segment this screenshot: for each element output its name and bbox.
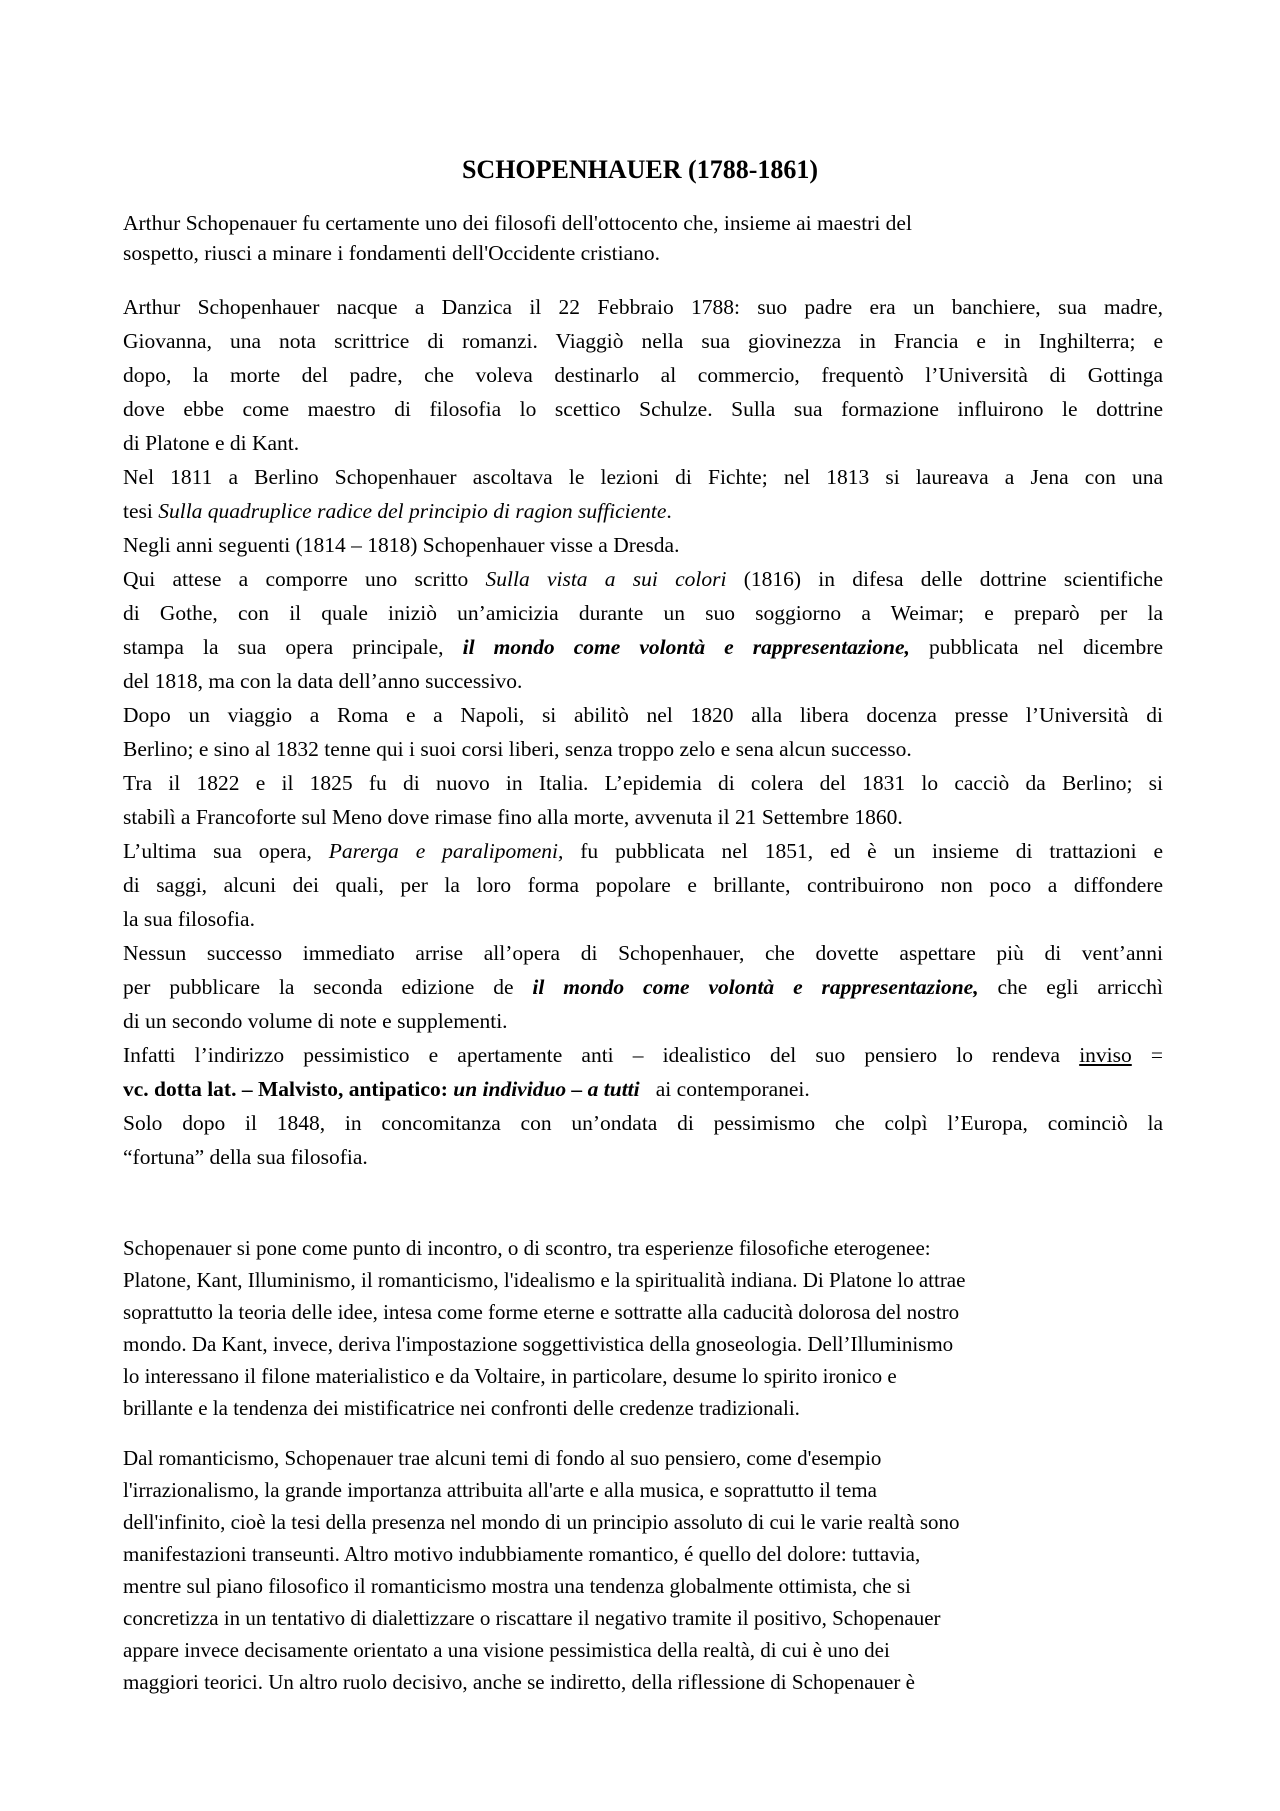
text-line bbox=[123, 494, 1163, 528]
text-line: appare invece decisamente orientato a una visione pessimistica della realtà, di cui è uno dei bbox=[123, 1638, 890, 1662]
text-line: “fortuna” della sua filosofia. bbox=[123, 1145, 368, 1169]
text-line bbox=[123, 970, 1163, 1004]
text-run: (1816) in difesa delle dottrine scientifiche bbox=[726, 567, 1164, 591]
text-line: Schopenauer si pone come punto di incontro, o di scontro, tra esperienze filosofiche eterogenee: bbox=[123, 1236, 931, 1260]
text-line: concretizza in un tentativo di dialettizzare o riscattare il negativo tramite il positivo, Schopenauer bbox=[123, 1606, 941, 1630]
text-run: Infatti l’indirizzo pessimistico e apertamente anti – idealistico del suo pensiero lo rendeva bbox=[123, 1043, 1080, 1067]
intro-paragraph bbox=[123, 208, 1163, 268]
text-line: mondo. Da Kant, invece, deriva l'impostazione soggettivistica della gnoseologia. Dell’Illuminismo bbox=[123, 1332, 954, 1356]
text-line: Nel 1811 a Berlino Schopenhauer ascoltava le lezioni di Fichte; nel 1813 si laureava a Jena con una bbox=[123, 465, 1163, 489]
text-line: di Gothe, con il quale iniziò un’amicizia durante un suo soggiorno a Weimar; e preparò per la bbox=[123, 601, 1163, 625]
text-line: Nessun successo immediato arrise all’opera di Schopenhauer, che dovette aspettare più di vent’anni bbox=[123, 941, 1163, 965]
definition-example: un individuo – a tutti bbox=[453, 1077, 640, 1101]
text-line: Berlino; e sino al 1832 tenne qui i suoi corsi liberi, senza troppo zelo e sena alcun successo. bbox=[123, 737, 912, 761]
text-line: sospetto, riusci a minare i fondamenti dell'Occidente cristiano. bbox=[123, 241, 661, 265]
text-line: maggiori teorici. Un altro ruolo decisivo, anche se indiretto, della riflessione di Schopenauer è bbox=[123, 1670, 915, 1694]
work-title-parerga: Parerga e paralipomeni, bbox=[328, 839, 564, 863]
text-run: fu pubblicata nel 1851, ed è un insieme di trattazioni e bbox=[563, 839, 1163, 863]
text-line: Platone, Kant, Illuminismo, il romanticismo, l'idealismo e la spiritualità indiana. Di Platone lo attrae bbox=[123, 1268, 966, 1292]
text-line bbox=[123, 1072, 1163, 1106]
text-line: mentre sul piano filosofico il romanticismo mostra una tendenza globalmente ottimista, che si bbox=[123, 1574, 911, 1598]
romanticism-paragraph bbox=[123, 1442, 1163, 1698]
work-title-mondo: il mondo come volontà e rappresentazione, bbox=[532, 975, 979, 999]
definition-text: vc. dotta lat. – Malvisto, antipatico: bbox=[123, 1077, 454, 1101]
text-run: per pubblicare la seconda edizione de bbox=[123, 975, 533, 999]
text-line: di un secondo volume di note e supplementi. bbox=[123, 1009, 508, 1033]
text-line bbox=[123, 1038, 1163, 1072]
text-line: Giovanna, una nota scrittrice di romanzi. Viaggiò nella sua giovinezza in Francia e in Inghilterra; e bbox=[123, 329, 1163, 353]
text-line: Solo dopo il 1848, in concomitanza con un’ondata di pessimismo che colpì l’Europa, cominciò la bbox=[123, 1111, 1163, 1135]
text-line: di Platone e di Kant. bbox=[123, 431, 300, 455]
text-line: Negli anni seguenti (1814 – 1818) Schopenhauer visse a Dresda. bbox=[123, 533, 680, 557]
page-title: SCHOPENHAUER (1788-1861) bbox=[461, 155, 819, 184]
text-line: soprattutto la teoria delle idee, intesa come forme eterne e sottratte alla caducità dolorosa del nostro bbox=[123, 1300, 960, 1324]
text-line: l'irrazionalismo, la grande importanza attribuita all'arte e alla musica, e soprattutto il tema bbox=[123, 1478, 877, 1502]
text-run: ai contemporanei. bbox=[639, 1077, 810, 1101]
work-title-colori: Sulla vista a sui colori bbox=[485, 567, 727, 591]
text-run: stampa la sua opera principale, bbox=[123, 635, 463, 659]
work-title-mondo: il mondo come volontà e rappresentazione, bbox=[462, 635, 910, 659]
text-line: del 1818, ma con la data dell’anno successivo. bbox=[123, 669, 523, 693]
text-line: lo interessano il filone materialistico e da Voltaire, in particolare, desume lo spirito ironico e bbox=[123, 1364, 897, 1388]
text-line: brillante e la tendenza dei mistificatrice nei confronti delle credenze tradizionali. bbox=[123, 1396, 800, 1420]
text-run: . bbox=[666, 499, 672, 523]
text-run: L’ultima sua opera, bbox=[123, 839, 329, 863]
underlined-word: inviso bbox=[1079, 1043, 1132, 1067]
text-line bbox=[123, 630, 1163, 664]
text-line bbox=[123, 562, 1163, 596]
work-title-quadruplice: Sulla quadruplice radice del principio di ragion sufficiente bbox=[158, 499, 667, 523]
text-run: pubblicata nel dicembre bbox=[909, 635, 1163, 659]
text-line: la sua filosofia. bbox=[123, 907, 255, 931]
text-line: Dal romanticismo, Schopenauer trae alcuni temi di fondo al suo pensiero, come d'esempio bbox=[123, 1446, 882, 1470]
text-run: che egli arricchì bbox=[978, 975, 1163, 999]
text-line: Arthur Schopenauer fu certamente uno dei filosofi dell'ottocento che, insieme ai maestri del bbox=[123, 211, 912, 235]
text-line: Dopo un viaggio a Roma e a Napoli, si abilitò nel 1820 alla libera docenza presse l’Università di bbox=[123, 703, 1163, 727]
text-run: = bbox=[1131, 1043, 1163, 1067]
text-run: Qui attese a comporre uno scritto bbox=[123, 567, 486, 591]
text-line bbox=[123, 834, 1163, 868]
influences-paragraph bbox=[123, 1232, 1163, 1424]
biography-section bbox=[123, 290, 1163, 1174]
text-line: manifestazioni transeunti. Altro motivo indubbiamente romantico, é quello del dolore: tuttavia, bbox=[123, 1542, 921, 1566]
text-line: Tra il 1822 e il 1825 fu di nuovo in Italia. L’epidemia di colera del 1831 lo cacciò da Berlino; si bbox=[123, 771, 1163, 795]
text-line: dell'infinito, cioè la tesi della presenza nel mondo di un principio assoluto di cui le varie realtà sono bbox=[123, 1510, 960, 1534]
text-line: dopo, la morte del padre, che voleva destinarlo al commercio, frequentò l’Università di Gottinga bbox=[123, 363, 1163, 387]
text-line: stabilì a Francoforte sul Meno dove rimase fino alla morte, avvenuta il 21 Settembre 1860. bbox=[123, 805, 903, 829]
text-line: Arthur Schopenhauer nacque a Danzica il 22 Febbraio 1788: suo padre era un banchiere, sua madre, bbox=[123, 295, 1163, 319]
text-line: dove ebbe come maestro di filosofia lo scettico Schulze. Sulla sua formazione influirono le dottrine bbox=[123, 397, 1163, 421]
text-run: tesi bbox=[123, 499, 159, 523]
text-line: di saggi, alcuni dei quali, per la loro forma popolare e brillante, contribuirono non poco a diffondere bbox=[123, 873, 1163, 897]
